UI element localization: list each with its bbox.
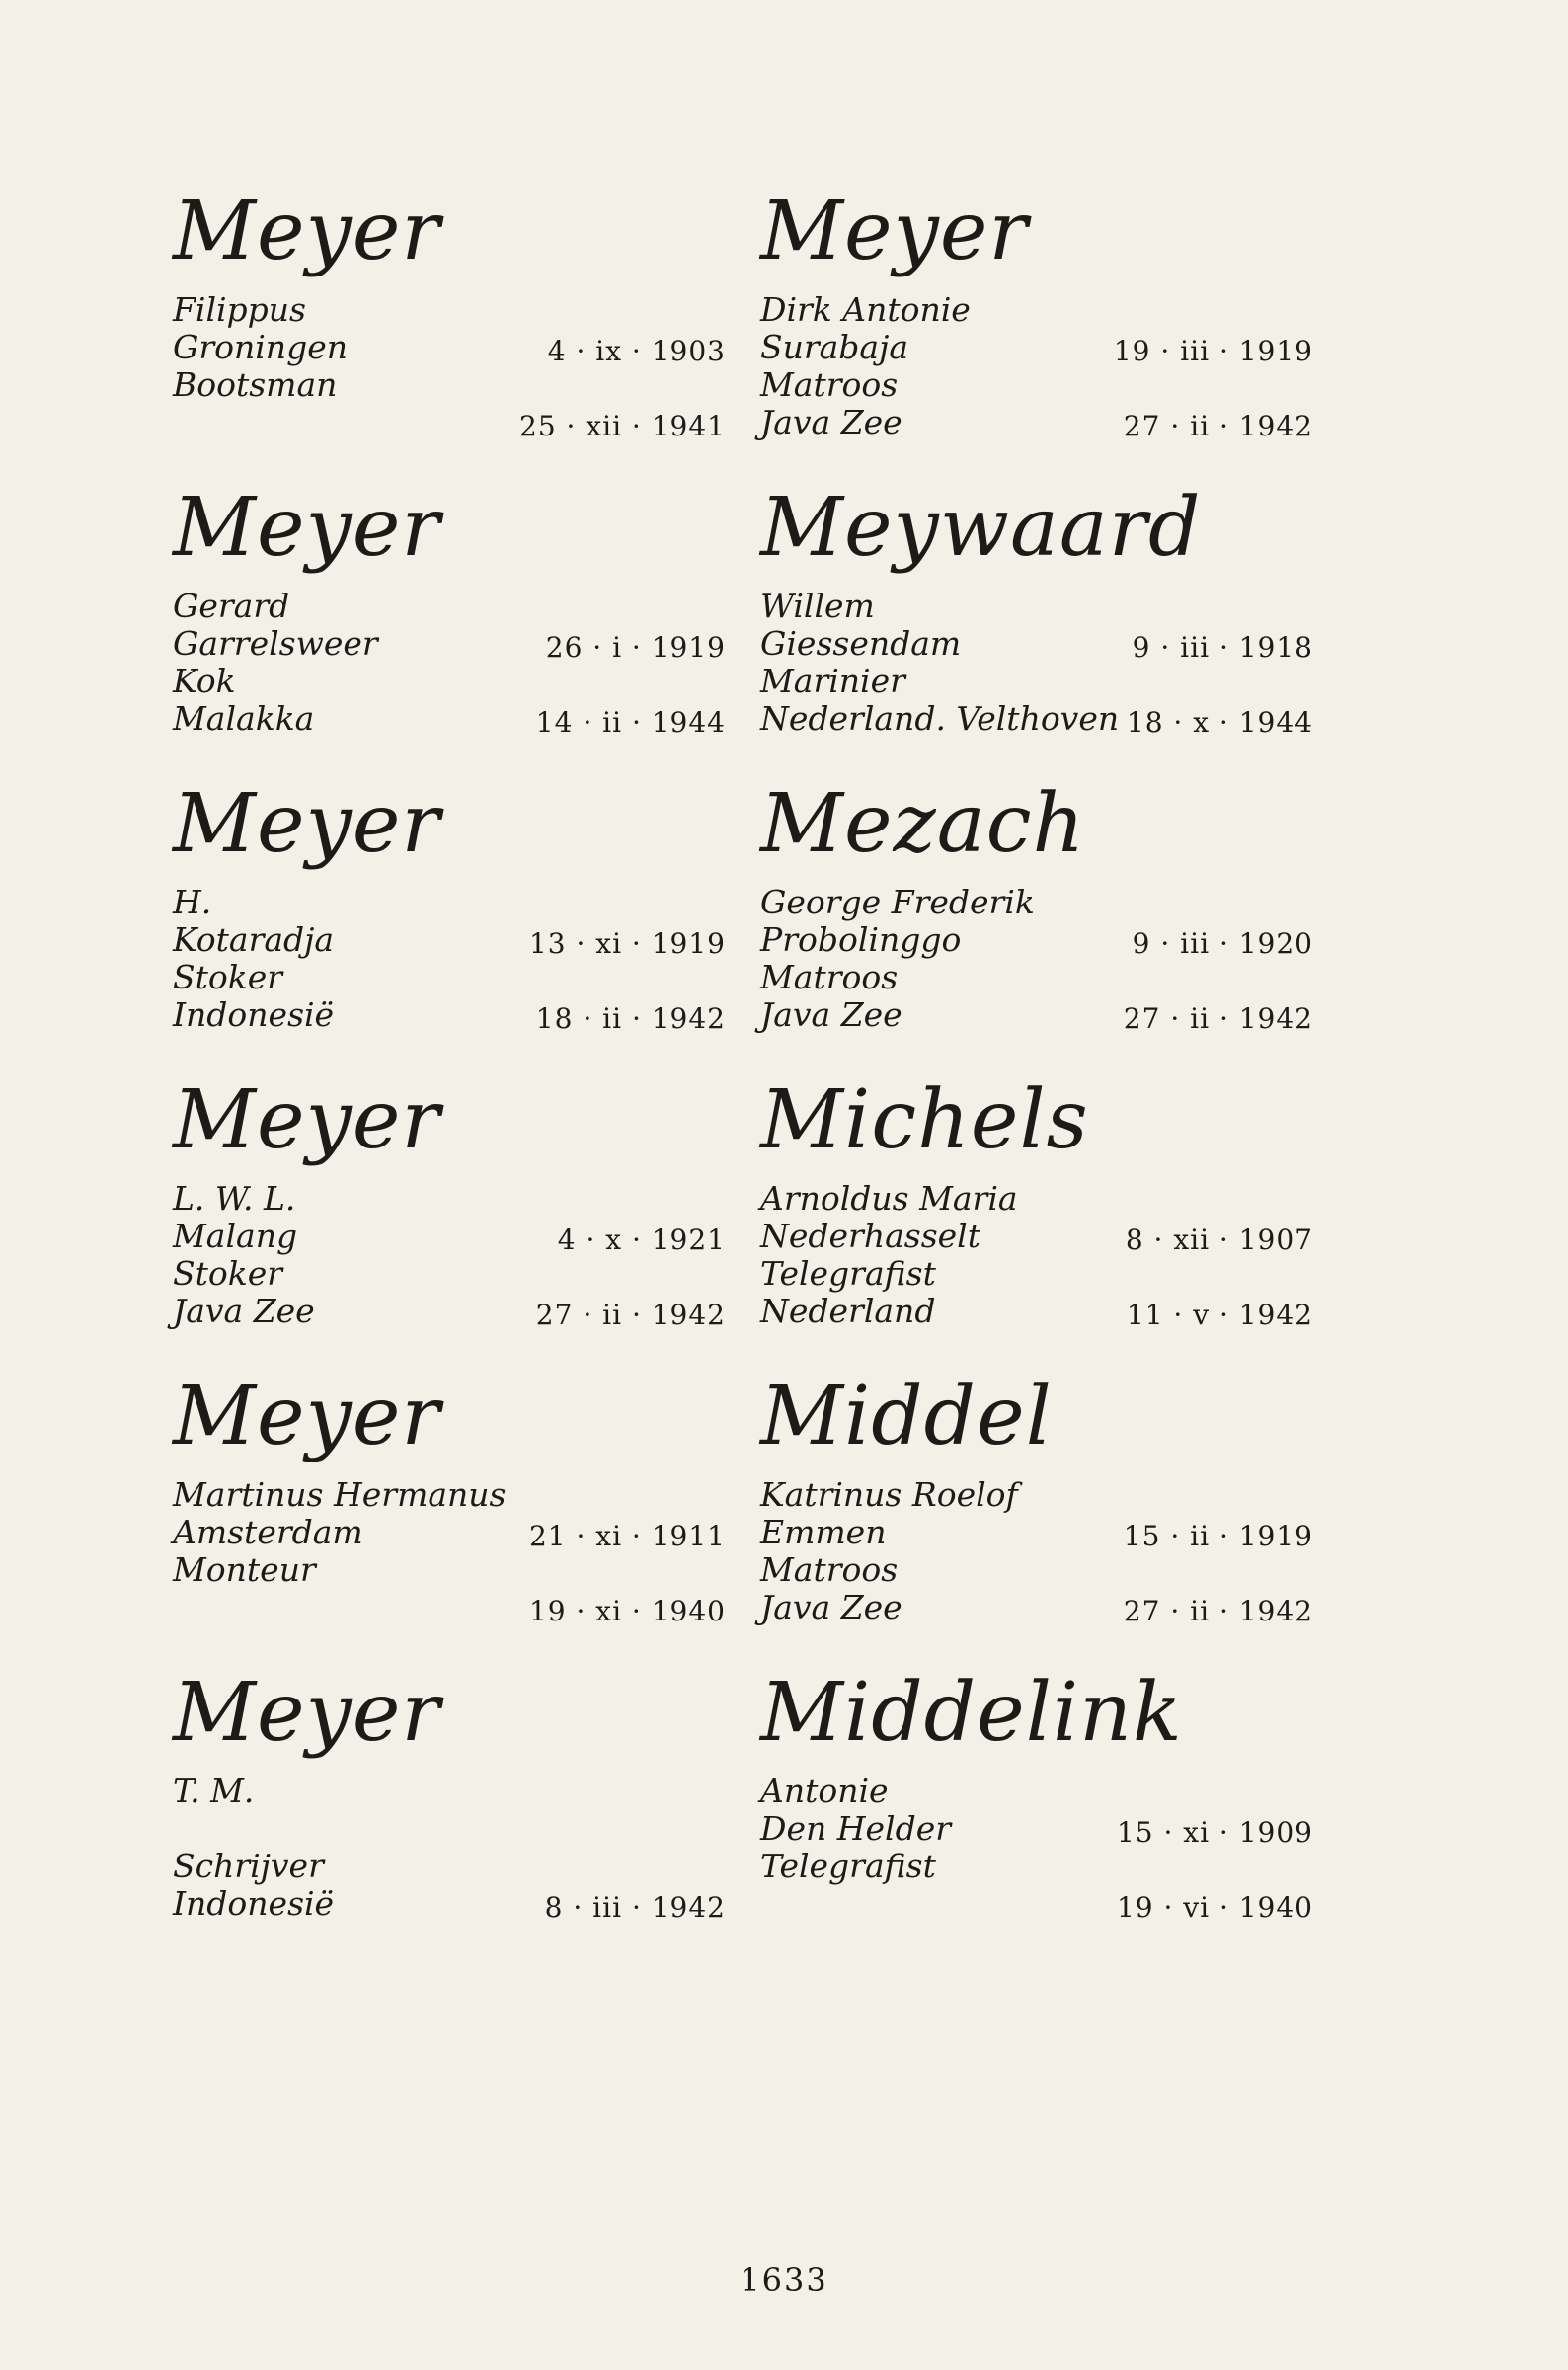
- birth-date: 13 · xi · 1919: [528, 927, 726, 960]
- death-date: 18 · x · 1944: [1126, 706, 1313, 739]
- rank-line: [760, 663, 1313, 700]
- rank: Bootsman: [173, 365, 338, 404]
- birthplace-line: [760, 1514, 1313, 1551]
- surname: Meyer: [760, 185, 1029, 278]
- rank: Stoker: [173, 958, 283, 996]
- birthplace-line: [760, 1810, 1313, 1848]
- birthplace-line: [173, 329, 726, 366]
- birthplace-line: [760, 1218, 1313, 1255]
- entry: [760, 479, 1313, 775]
- birth-date: 19 · iii · 1919: [1113, 335, 1313, 367]
- entry: [173, 1071, 726, 1368]
- right-column: [760, 183, 1313, 1960]
- death-date: 18 · ii · 1942: [535, 1002, 726, 1035]
- death-place-line: [760, 996, 1313, 1034]
- given-name: Katrinus Roelof: [760, 1475, 1018, 1514]
- death-date: 27 · ii · 1942: [1123, 410, 1313, 442]
- death-place-line: [173, 996, 726, 1034]
- surname: Meywaard: [760, 481, 1202, 575]
- surname: Meyer: [173, 777, 441, 871]
- birthplace: Amsterdam: [173, 1513, 363, 1551]
- birth-date: 9 · iii · 1920: [1132, 927, 1313, 960]
- surname: Meyer: [173, 481, 441, 575]
- entry: [173, 1368, 726, 1664]
- rank-line: [173, 1551, 726, 1589]
- death-date: 27 · ii · 1942: [1123, 1002, 1313, 1035]
- surname: Meyer: [173, 1073, 441, 1167]
- rank: Marinier: [760, 662, 905, 700]
- rank-line: [173, 663, 726, 700]
- death-date: 14 · ii · 1944: [535, 706, 726, 739]
- death-place: Nederland: [760, 1292, 936, 1330]
- entry: [173, 183, 726, 479]
- death-place-line: [173, 1293, 726, 1330]
- given-name-line: [173, 1180, 726, 1218]
- birthplace: Garrelsweer: [173, 624, 378, 663]
- entry: [173, 1664, 726, 1960]
- birthplace: Surabaja: [760, 328, 909, 366]
- entry: [760, 1368, 1313, 1664]
- given-name: Gerard: [173, 587, 290, 625]
- rank-line: [760, 1255, 1313, 1293]
- entry: [760, 1664, 1313, 1960]
- surname: Meyer: [173, 185, 441, 278]
- entry: [760, 775, 1313, 1071]
- given-name: Dirk Antonie: [760, 290, 971, 329]
- given-name-line: [173, 884, 726, 921]
- given-name: Arnoldus Maria: [760, 1179, 1018, 1218]
- surname: Middel: [760, 1370, 1053, 1463]
- birthplace-line: [173, 1218, 726, 1255]
- rank: Kok: [173, 662, 236, 700]
- death-place: Malakka: [173, 699, 315, 738]
- death-place: Indonesië: [173, 995, 335, 1034]
- surname: Mezach: [760, 777, 1086, 871]
- given-name: L. W. L.: [173, 1179, 296, 1218]
- birthplace: Nederhasselt: [760, 1217, 980, 1255]
- entry: [760, 183, 1313, 479]
- rank-line: [760, 1551, 1313, 1589]
- death-place: Java Zee: [760, 1588, 902, 1626]
- surname: Meyer: [173, 1666, 441, 1760]
- death-date: 19 · vi · 1940: [1116, 1891, 1313, 1924]
- given-name: Willem: [760, 587, 875, 625]
- death-place: Java Zee: [760, 995, 902, 1034]
- birthplace: Groningen: [173, 328, 348, 366]
- given-name-line: [760, 884, 1313, 921]
- birthplace-line: [173, 921, 726, 959]
- birthplace: Kotaradja: [173, 920, 335, 959]
- death-place-line: [760, 1885, 1313, 1923]
- birth-date: 15 · xi · 1909: [1116, 1816, 1313, 1849]
- birthplace-line: [760, 329, 1313, 366]
- rank: Stoker: [173, 1254, 283, 1293]
- death-place-line: [173, 404, 726, 441]
- rank-line: [760, 366, 1313, 404]
- death-place-line: [760, 700, 1313, 738]
- birthplace: Emmen: [760, 1513, 887, 1551]
- given-name-line: [173, 1476, 726, 1514]
- birth-date: 4 · x · 1921: [557, 1224, 726, 1256]
- entry: [760, 1071, 1313, 1368]
- death-date: 19 · xi · 1940: [528, 1595, 726, 1627]
- birthplace-line: [173, 625, 726, 663]
- death-date: 27 · ii · 1942: [535, 1299, 726, 1331]
- death-date: 8 · iii · 1942: [544, 1891, 726, 1924]
- given-name: Filippus: [173, 290, 306, 329]
- birth-date: 9 · iii · 1918: [1132, 631, 1313, 664]
- death-place: Nederland. Velthoven: [760, 699, 1120, 738]
- death-place-line: [173, 1589, 726, 1626]
- birthplace-line: [173, 1810, 726, 1848]
- birthplace-line: [760, 625, 1313, 663]
- birth-date: 21 · xi · 1911: [528, 1520, 726, 1552]
- birthplace: Giessendam: [760, 624, 962, 663]
- left-column: [173, 183, 726, 1960]
- death-date: 27 · ii · 1942: [1123, 1595, 1313, 1627]
- rank: Matroos: [760, 365, 899, 404]
- given-name: H.: [173, 883, 212, 921]
- entry: [173, 479, 726, 775]
- rank-line: [173, 959, 726, 996]
- birth-date: 15 · ii · 1919: [1123, 1520, 1313, 1552]
- surname: Meyer: [173, 1370, 441, 1463]
- birthplace: Den Helder: [760, 1809, 952, 1848]
- given-name-line: [760, 588, 1313, 625]
- surname: Middelink: [760, 1666, 1183, 1760]
- rank: Matroos: [760, 1550, 899, 1589]
- given-name: Antonie: [760, 1772, 889, 1810]
- birthplace-line: [173, 1514, 726, 1551]
- death-place-line: [173, 1885, 726, 1923]
- given-name-line: [173, 1773, 726, 1810]
- rank-line: [173, 1848, 726, 1885]
- birth-date: 8 · xii · 1907: [1125, 1224, 1313, 1256]
- death-place: Indonesië: [173, 1884, 335, 1923]
- rank: Schrijver: [173, 1847, 324, 1885]
- given-name: Martinus Hermanus: [173, 1475, 507, 1514]
- given-name: T. M.: [173, 1772, 255, 1810]
- given-name-line: [760, 1180, 1313, 1218]
- death-date: 11 · v · 1942: [1126, 1299, 1313, 1331]
- death-place-line: [760, 404, 1313, 441]
- given-name-line: [760, 1476, 1313, 1514]
- rank-line: [173, 366, 726, 404]
- birth-date: 26 · i · 1919: [545, 631, 726, 664]
- rank: Telegrafist: [760, 1254, 936, 1293]
- given-name-line: [760, 1773, 1313, 1810]
- entry: [173, 775, 726, 1071]
- given-name-line: [173, 291, 726, 329]
- given-name: George Frederik: [760, 883, 1035, 921]
- rank-line: [760, 1848, 1313, 1885]
- page-number: 1633: [740, 2261, 828, 2299]
- death-place-line: [760, 1293, 1313, 1330]
- rank-line: [173, 1255, 726, 1293]
- given-name-line: [173, 588, 726, 625]
- birthplace: Malang: [173, 1217, 298, 1255]
- rank: Matroos: [760, 958, 899, 996]
- rank: Monteur: [173, 1550, 316, 1589]
- death-place-line: [760, 1589, 1313, 1626]
- given-name-line: [760, 291, 1313, 329]
- rank-line: [760, 959, 1313, 996]
- surname: Michels: [760, 1073, 1089, 1167]
- birthplace-line: [760, 921, 1313, 959]
- rank: Telegrafist: [760, 1847, 936, 1885]
- death-place-line: [173, 700, 726, 738]
- death-date: 25 · xii · 1941: [519, 410, 726, 442]
- birth-date: 4 · ix · 1903: [547, 335, 726, 367]
- death-place: Java Zee: [173, 1292, 315, 1330]
- death-place: Java Zee: [760, 403, 902, 441]
- birthplace: Probolinggo: [760, 920, 962, 959]
